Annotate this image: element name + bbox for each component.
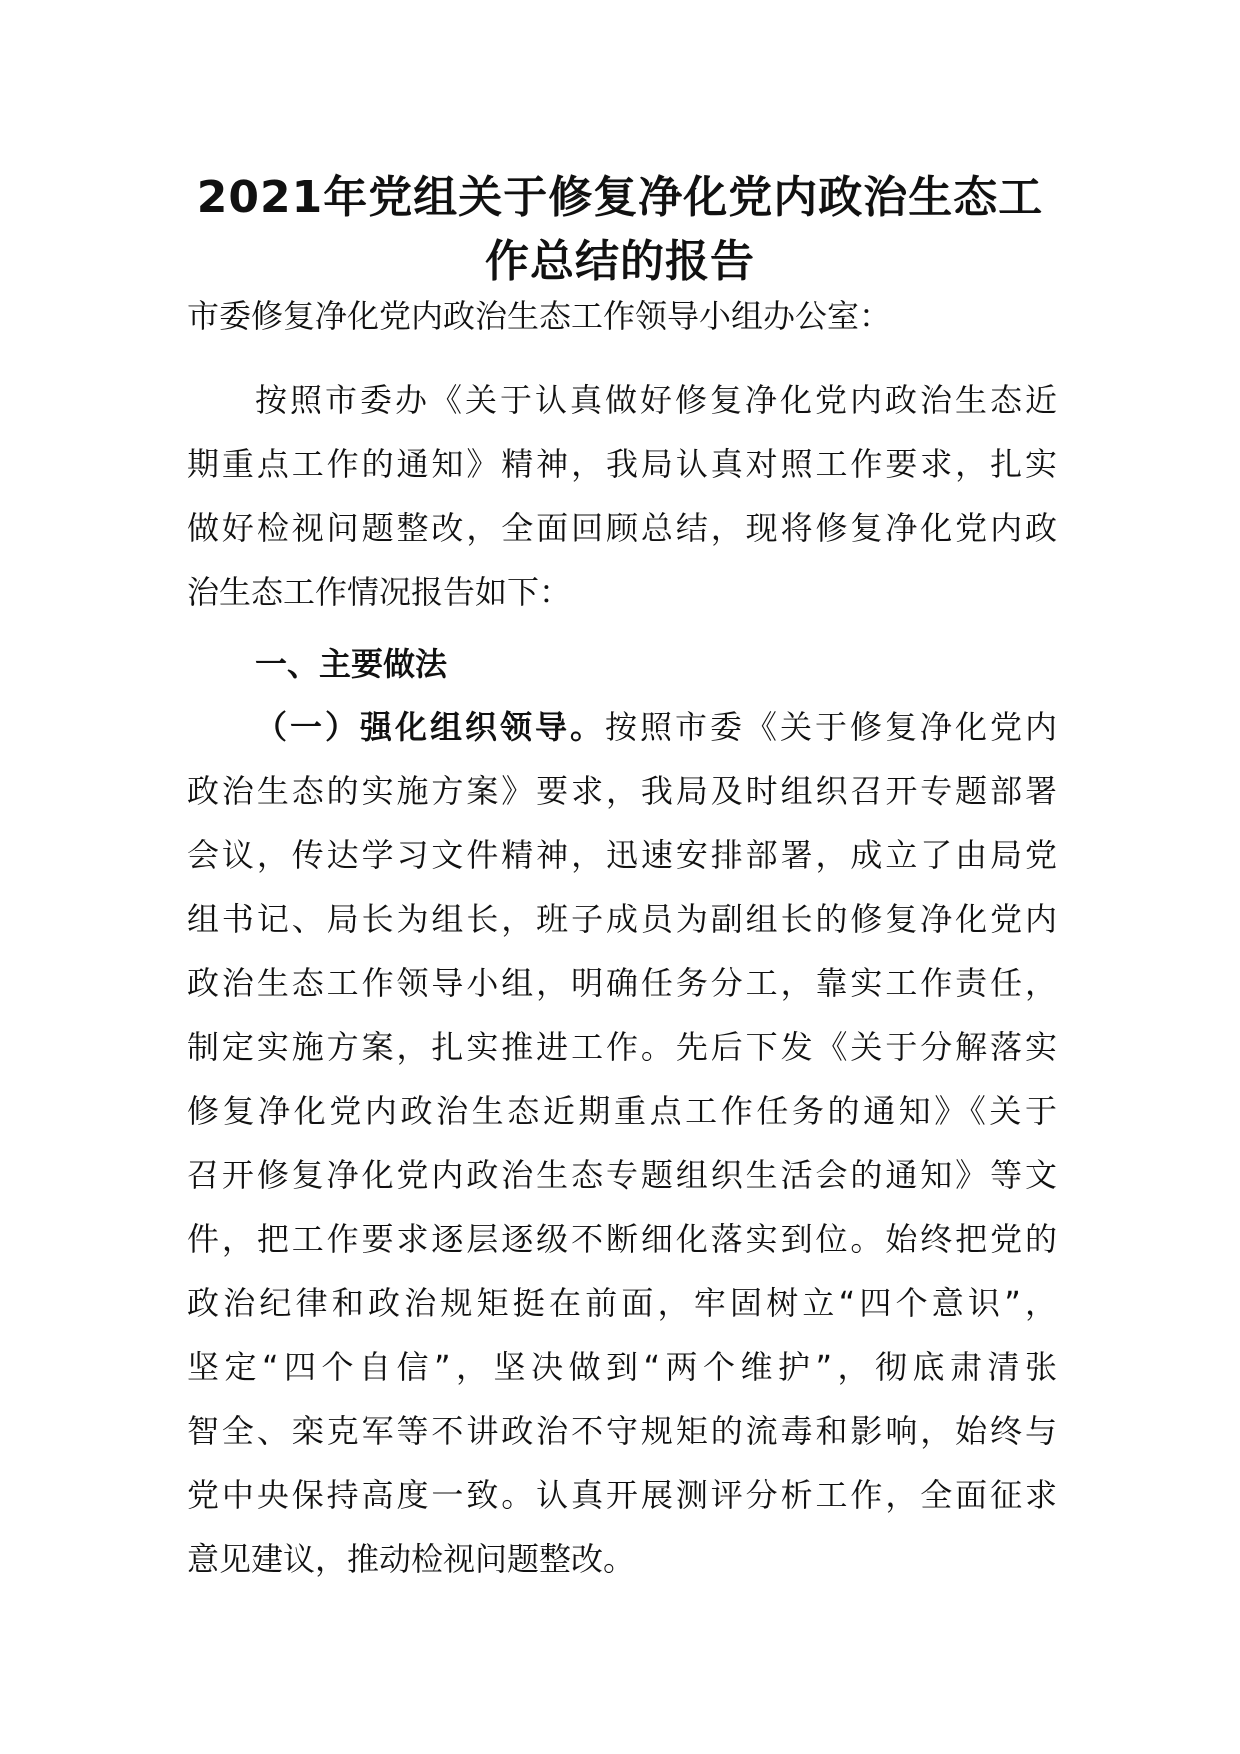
paragraph-line: 智全、栾克军等不讲政治不守规矩的流毒和影响，始终与 xyxy=(187,1412,1057,1450)
paragraph-line: 组书记、局长为组长，班子成员为副组长的修复净化党内 xyxy=(187,900,1057,938)
paragraph-line: 修复净化党内政治生态近期重点工作任务的通知》《关于 xyxy=(187,1092,1057,1130)
document-title xyxy=(190,166,1050,294)
section-heading-text: 一、主要做法 xyxy=(255,645,448,683)
paragraph-line-text: 按照市委《关于修复净化党内 xyxy=(605,708,1057,746)
section-heading xyxy=(187,632,1057,696)
paragraph-organization xyxy=(187,695,1057,1591)
paragraph-line: 政治纪律和政治规矩挺在前面，牢固树立“四个意识”， xyxy=(187,1284,1057,1322)
paragraph-line: 召开修复净化党内政治生态专题组织生活会的通知》等文 xyxy=(187,1156,1057,1194)
paragraph-line: 政治生态的实施方案》要求，我局及时组织召开专题部署 xyxy=(187,772,1057,810)
paragraph-line: 党中央保持高度一致。认真开展测评分析工作，全面征求 xyxy=(187,1476,1057,1514)
paragraph-line: 期重点工作的通知》精神，我局认真对照工作要求，扎实 xyxy=(187,445,1057,483)
paragraph-line-first xyxy=(187,695,1057,759)
title-line-2: 作总结的报告 xyxy=(485,236,755,287)
paragraph-line: 件，把工作要求逐层逐级不断细化落实到位。始终把党的 xyxy=(187,1220,1057,1258)
paragraph-line: 做好检视问题整改，全面回顾总结，现将修复净化党内政 xyxy=(187,509,1057,547)
paragraph-line: 治生态工作情况报告如下： xyxy=(187,573,572,611)
paragraph-line: 意见建议，推动检视问题整改。 xyxy=(187,1540,636,1578)
salutation: 市委修复净化党内政治生态工作领导小组办公室： xyxy=(187,297,892,335)
paragraph-line: 会议，传达学习文件精神，迅速安排部署，成立了由局党 xyxy=(187,836,1057,874)
paragraph-intro xyxy=(187,368,1057,624)
paragraph-line: 政治生态工作领导小组，明确任务分工，靠实工作责任， xyxy=(187,964,1057,1002)
title-line-1: 2021年党组关于修复净化党内政治生态工 xyxy=(196,172,1044,223)
subsection-heading: （一）强化组织领导。 xyxy=(255,708,605,746)
paragraph-line: 制定实施方案，扎实推进工作。先后下发《关于分解落实 xyxy=(187,1028,1057,1066)
paragraph-line: 按照市委办《关于认真做好修复净化党内政治生态近 xyxy=(255,381,1057,419)
paragraph-line: 坚定“四个自信”，坚决做到“两个维护”，彻底肃清张 xyxy=(187,1348,1057,1386)
